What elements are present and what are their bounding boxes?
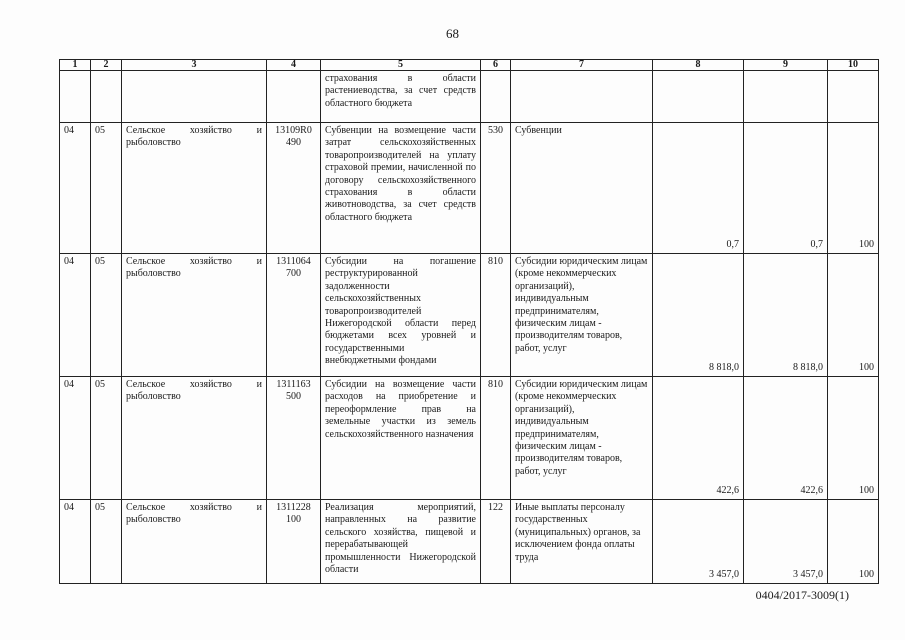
cell-subsection: 05 [91, 123, 122, 254]
cell-actual: 3 457,0 [744, 500, 828, 584]
cell-section: 04 [60, 123, 91, 254]
header-col-8: 8 [653, 60, 744, 71]
cell-actual: 8 818,0 [744, 254, 828, 377]
cell-expense-type: Субсидии юридическим лицам (кроме некоммерческих организаций), индивидуальным предпринимателям, физическим лицам - производителям товаров, работ, услуг [511, 377, 653, 500]
cell-target-code: 1311228 100 [267, 500, 321, 584]
header-col-5: 5 [321, 60, 481, 71]
cell-subsection: 05 [91, 254, 122, 377]
table-row [60, 123, 879, 254]
cell-plan: 8 818,0 [653, 254, 744, 377]
cell-percent: 100 [828, 254, 879, 377]
cell-plan: 422,6 [653, 377, 744, 500]
cell-expense-type: Иные выплаты персоналу государственных (муниципальных) органов, за исключением фонда оплаты труда [511, 500, 653, 584]
budget-table [59, 59, 879, 584]
cell-description: Субсидии на погашение реструктурированной задолженности сельскохозяйственных товаропроизводителей Нижегородской области перед бюджетами всех уровней и государственными внебюджетными фондами [321, 254, 481, 377]
cell-name: Сельское хозяйство и рыболовство [122, 254, 267, 377]
table-row [60, 377, 879, 500]
cell-expense-code [481, 71, 511, 123]
cell-description: страхования в области растениеводства, за счет средств областного бюджета [321, 71, 481, 123]
table-row [60, 500, 879, 584]
cell-name: Сельское хозяйство и рыболовство [122, 123, 267, 254]
cell-percent: 100 [828, 123, 879, 254]
cell-expense-type: Субсидии юридическим лицам (кроме некоммерческих организаций), индивидуальным предпринимателям, физическим лицам - производителям товаров, работ, услуг [511, 254, 653, 377]
table-row [60, 254, 879, 377]
document-code: 0404/2017-3009(1) [755, 588, 849, 602]
cell-expense-code: 530 [481, 123, 511, 254]
cell-name [122, 71, 267, 123]
cell-expense-code: 810 [481, 254, 511, 377]
table-row [60, 71, 879, 123]
cell-percent: 100 [828, 500, 879, 584]
header-row [60, 60, 879, 71]
cell-section [60, 71, 91, 123]
cell-name: Сельское хозяйство и рыболовство [122, 500, 267, 584]
header-col-1: 1 [60, 60, 91, 71]
header-col-3: 3 [122, 60, 267, 71]
page-number: 68 [446, 26, 459, 41]
cell-name: Сельское хозяйство и рыболовство [122, 377, 267, 500]
cell-expense-code: 122 [481, 500, 511, 584]
cell-target-code: 1311064 700 [267, 254, 321, 377]
cell-section: 04 [60, 254, 91, 377]
cell-description: Субвенции на возмещение части затрат сельскохозяйственных товаропроизводителей на уплату страховой премии, начисленной по договору сельскохозяйственного страхования в области животноводства, за счет средств областного бюджета [321, 123, 481, 254]
cell-expense-type: Субвенции [511, 123, 653, 254]
header-col-6: 6 [481, 60, 511, 71]
cell-actual: 422,6 [744, 377, 828, 500]
header-col-2: 2 [91, 60, 122, 71]
cell-expense-code: 810 [481, 377, 511, 500]
cell-plan [653, 71, 744, 123]
header-col-4: 4 [267, 60, 321, 71]
header-col-9: 9 [744, 60, 828, 71]
cell-plan: 3 457,0 [653, 500, 744, 584]
cell-section: 04 [60, 377, 91, 500]
cell-actual [744, 71, 828, 123]
cell-target-code: 13109R0 490 [267, 123, 321, 254]
header-col-7: 7 [511, 60, 653, 71]
header-col-10: 10 [828, 60, 879, 71]
cell-percent [828, 71, 879, 123]
cell-actual: 0,7 [744, 123, 828, 254]
cell-description: Реализация мероприятий, направленных на развитие сельского хозяйства, пищевой и перерабатывающей промышленности Нижегородской области [321, 500, 481, 584]
cell-subsection: 05 [91, 377, 122, 500]
cell-plan: 0,7 [653, 123, 744, 254]
cell-section: 04 [60, 500, 91, 584]
cell-subsection [91, 71, 122, 123]
cell-percent: 100 [828, 377, 879, 500]
cell-target-code [267, 71, 321, 123]
cell-subsection: 05 [91, 500, 122, 584]
cell-target-code: 1311163 500 [267, 377, 321, 500]
cell-expense-type [511, 71, 653, 123]
cell-description: Субсидии на возмещение части расходов на приобретение и переоформление прав на земельные участки из земель сельскохозяйственного назначения [321, 377, 481, 500]
